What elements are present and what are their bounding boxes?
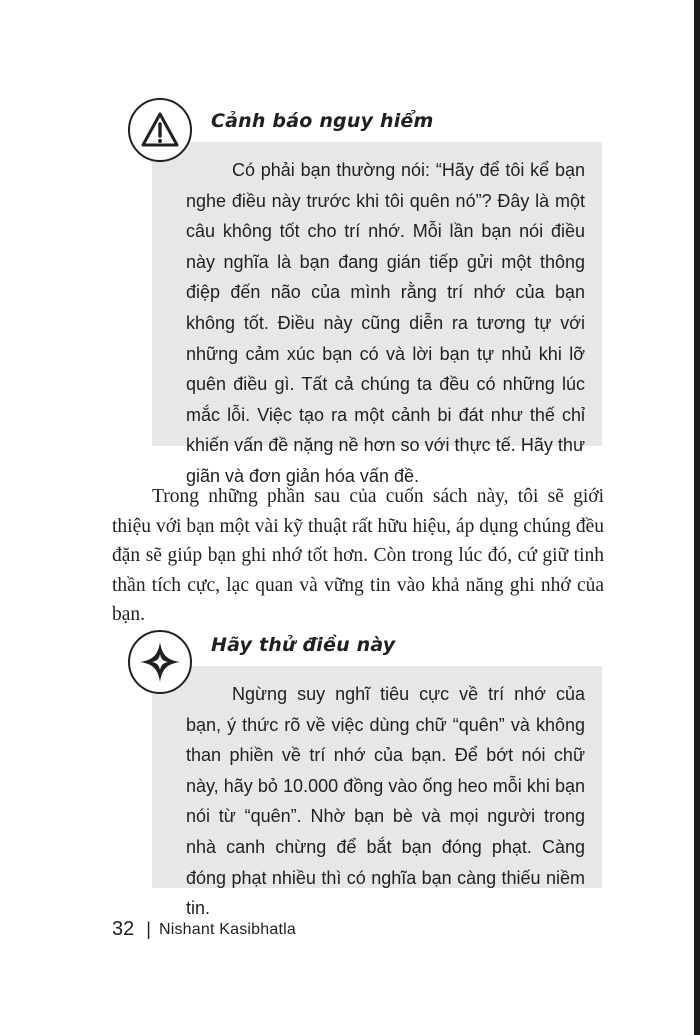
warning-callout-box (152, 142, 602, 486)
footer-separator: | (146, 919, 151, 939)
try-callout-text: Ngừng suy nghĩ tiêu cực về trí nhớ của bạn, ý thức rõ về việc dùng chữ “quên” và không than phiền về trí nhớ của bạn. Để bớt nói chữ này, hãy bỏ 10.000 đồng vào ống heo mỗi khi bạn nói từ “quên”. Nhờ bạn bè và mọi người trong nhà canh chừng để bắt bạn đóng phạt. Càng đóng phạt nhiều thì có nghĩa bạn càng thiếu niềm tin. (186, 684, 585, 919)
author-name: Nishant Kasibhatla (158, 920, 296, 938)
warning-callout-text: Có phải bạn thường nói: “Hãy để tôi kể bạn nghe điều này trước khi tôi quên nó”? Đây là một câu không tốt cho trí nhớ. Mỗi lần bạn nói điều này nghĩa là bạn đang gián tiếp gửi một thông điệp đến não của mình rằng trí nhớ của bạn không tốt. Điều này cũng diễn ra tương tự với những cảm xúc bạn có và lời bạn tự nhủ khi lỡ quên điều gì. Tất cả chúng ta đều có những lúc mắc lỗi. Việc tạo ra một cảnh bi đát như thế chỉ khiến vấn đề nặng nề hơn so với thực tế. Hãy thư giãn và đơn giản hóa vấn đề. (186, 160, 585, 486)
body-paragraph: Trong những phần sau của cuốn sách này, tôi sẽ giới thiệu với bạn một vài kỹ thuật rất hữu hiệu, áp dụng chúng đều đặn sẽ giúp bạn ghi nhớ tốt hơn. Còn trong lúc đó, cứ giữ tinh thần tích cực, lạc quan và vững tin vào khả năng ghi nhớ của bạn. (112, 486, 604, 625)
try-callout-box (152, 666, 602, 919)
sparkle-star-icon (128, 630, 192, 694)
page-edge (694, 0, 700, 1035)
warning-triangle-icon (128, 98, 192, 162)
try-callout-title: Hãy thử điều này (211, 634, 396, 656)
page-number: 32 (112, 918, 135, 940)
page-footer (112, 918, 296, 941)
warning-callout-title: Cảnh báo nguy hiểm (211, 110, 434, 132)
